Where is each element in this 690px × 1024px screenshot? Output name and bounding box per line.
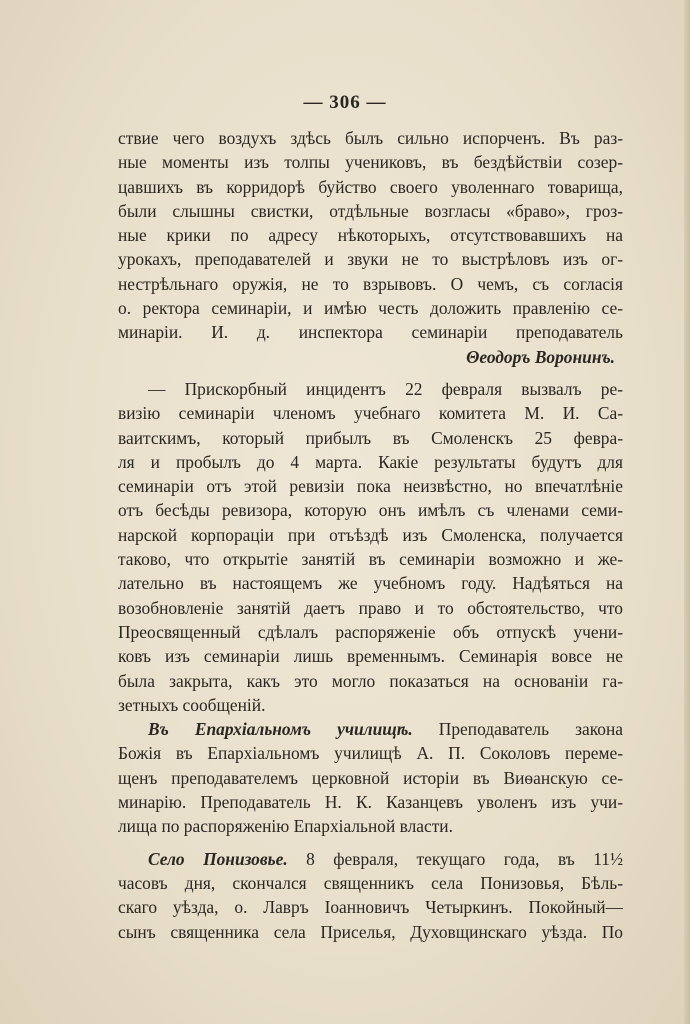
text-line: минарію. Преподаватель Н. К. Казанцевъ уволенъ изъ учи-: [118, 792, 623, 813]
text-line: скаго уѣзда, о. Лавръ Іоанновичъ Четыркинъ. Покойный—: [118, 897, 623, 918]
text-line: ствие чего воздухъ здѣсь былъ сильно испорченъ. Въ раз-: [118, 128, 623, 148]
text-line: Преосвященный сдѣлалъ распоряженіе объ отпускѣ учени-: [118, 621, 623, 642]
text-line: зетныхъ сообщеній.: [118, 694, 266, 715]
signature: Θеодоръ Воронинъ.: [466, 346, 615, 367]
text-line: семинаріи отъ этой ревизіи пока неизвѣстно, но впечатлѣніе: [118, 476, 623, 497]
text-line: часовъ дня, скончался священникъ села Понизовья, Бѣль-: [118, 872, 623, 893]
text-line: Село Понизовье. 8 февраля, текущаго года, въ 11½: [148, 848, 623, 869]
text-line: таково, что открытіе занятій въ семинаріи возможно и же-: [118, 549, 623, 570]
text-line: — Прискорбный инцидентъ 22 февраля вызвалъ ре-: [148, 378, 623, 399]
text-line: была закрыта, какъ это могло показаться на основаніи га-: [118, 670, 623, 691]
text-line: нестрѣльнаго оружія, не то взрывовъ. О чемъ, съ согласія: [118, 273, 623, 294]
text-line: лища по распоряженію Епархіальной власти.: [118, 816, 453, 837]
text-line: урокахъ, преподавателей и звуки не то выстрѣловъ изъ ог-: [118, 249, 623, 270]
text-line: возобновленіе занятій даетъ право и то обстоятельство, что: [118, 597, 623, 618]
text-line: ные моменты изъ толпы учениковъ, въ бездѣйствіи созер-: [118, 152, 623, 173]
text-line: минаріи. И. д. инспектора семинаріи преподаватель: [118, 322, 623, 343]
text-line: нарской корпораціи при отъѣздѣ изъ Смоленска, получается: [118, 524, 623, 545]
text-line: Въ Епархіальномъ училищѣ. Преподаватель закона: [148, 719, 623, 740]
text-line: щенъ преподавателемъ церковной исторіи въ Виѳанскую се-: [118, 767, 623, 788]
text-line: ные крики по адресу нѣкоторыхъ, отсутствовавшихъ на: [118, 225, 623, 246]
text-line: о. ректора семинаріи, и имѣю честь доложить правленію се-: [118, 298, 623, 319]
text-line: отъ бесѣды ревизора, которую онъ имѣлъ съ членами семи-: [118, 500, 623, 521]
page-edge: [684, 0, 690, 1024]
text-line: Божія въ Епархіальномъ училищѣ А. П. Соколовъ переме-: [118, 743, 623, 764]
text-line: лательно въ настоящемъ же учебномъ году. Надѣяться на: [118, 573, 623, 594]
page-number: — 306 —: [303, 92, 387, 113]
text-line: цавшихъ въ корридорѣ буйство своего уволеннаго товарища,: [118, 176, 623, 197]
text-line: ковъ изъ семинаріи лишь временнымъ. Семинарія вовсе не: [118, 646, 623, 667]
section-heading: Въ Епархіальномъ училищѣ.: [148, 719, 413, 740]
body-text: [118, 126, 623, 944]
text-line: ля и пробылъ до 4 марта. Какіе результаты будутъ для: [118, 451, 623, 472]
text-line: сынъ священника села Приселья, Духовщинскаго уѣзда. По: [118, 921, 623, 942]
text-line: ваитскимъ, который прибылъ въ Смоленскъ 25 февра-: [118, 427, 623, 448]
text-line: визію семинаріи членомъ учебнаго комитета М. И. Са-: [118, 403, 623, 424]
text-line: были слышны свистки, отдѣльные возгласы «браво», гроз-: [118, 200, 623, 221]
section-heading: Село Понизовье.: [148, 848, 288, 869]
